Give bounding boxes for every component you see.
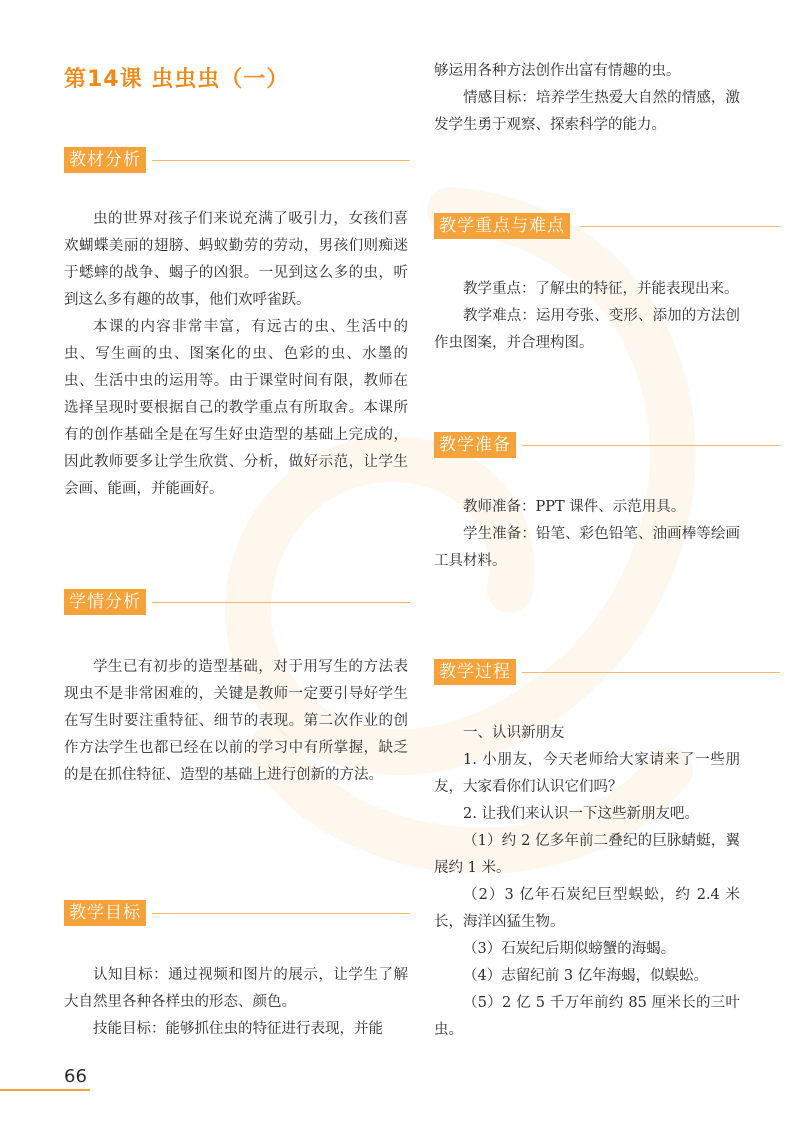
section-heading-students bbox=[64, 589, 410, 615]
paragraph: （3）石炭纪后期似螃蟹的海蝎。 bbox=[463, 941, 676, 957]
paragraph: 一、认识新朋友 bbox=[463, 725, 565, 741]
section-heading-prep bbox=[434, 432, 780, 458]
paragraph: 学生准备：铅笔、彩色铅笔、油画棒等绘画工具材料。 bbox=[434, 526, 740, 569]
goals-text bbox=[64, 962, 408, 1043]
section-heading-label: 教学重点与难点 bbox=[434, 213, 570, 239]
lesson-title: 第14课 虫虫虫（一） bbox=[64, 67, 290, 92]
heading-rule bbox=[152, 160, 410, 161]
paragraph: 1. 小朋友，今天老师给大家请来了一些朋友，大家看你们认识它们吗？ bbox=[434, 752, 740, 795]
paragraph: 学生已有初步的造型基础，对于用写生的方法表现虫不是非常困难的，关键是教师一定要引导好学生在写生时要注重特征、细节的表现。第二次作业的创作方法学生也都已经在以前的学习中有所掌握，缺乏的是在抓住特征、造型的基础上进行创新的方法。 bbox=[64, 659, 408, 783]
paragraph: 够运用各种方法创作出富有情趣的虫。 bbox=[434, 63, 681, 79]
students-text bbox=[64, 654, 408, 789]
paragraph: （1）约 2 亿多年前二叠纪的巨脉蜻蜓，翼展约 1 米。 bbox=[434, 833, 740, 876]
paragraph: （4）志留纪前 3 亿年海蝎，似蜈蚣。 bbox=[463, 968, 709, 984]
paragraph: 认知目标：通过视频和图片的展示，让学生了解大自然里各种各样虫的形态、颜色。 bbox=[64, 967, 408, 1010]
paragraph: 本课的内容非常丰富，有远古的虫、生活中的虫、写生画的虫、图案化的虫、色彩的虫、水墨的虫、生活中虫的运用等。由于课堂时间有限，教师在选择呈现时要根据自己的教学重点有所取舍。本课所有的创作基础全是在写生好虫造型的基础上完成的，因此教师要多让学生欣赏、分析，做好示范，让学生会画、能画，并能画好。 bbox=[64, 319, 408, 497]
heading-rule bbox=[580, 226, 780, 227]
heading-rule bbox=[522, 445, 780, 446]
paragraph: 教学重点：了解虫的特征，并能表现出来。 bbox=[463, 281, 739, 297]
paragraph: （5）2 亿 5 千万年前约 85 厘米长的三叶虫。 bbox=[434, 995, 740, 1038]
paragraph: 2. 让我们来认识一下这些新朋友吧。 bbox=[463, 806, 699, 822]
process-text bbox=[434, 720, 740, 1044]
paragraph: 情感目标：培养学生热爱大自然的情感，激发学生勇于观察、探索科学的能力。 bbox=[434, 90, 740, 133]
page-number-rule bbox=[0, 1089, 90, 1091]
section-heading-label: 学情分析 bbox=[64, 589, 146, 615]
page-number: 66 bbox=[64, 1066, 87, 1087]
section-heading-material bbox=[64, 147, 410, 173]
paragraph: 虫的世界对孩子们来说充满了吸引力，女孩们喜欢蝴蝶美丽的翅膀、蚂蚁勤劳的劳动，男孩们则痴迷于蟋蟀的战争、蝎子的凶狠。一见到这么多的虫，听到这么多有趣的故事，他们欢呼雀跃。 bbox=[64, 211, 408, 308]
section-heading-process bbox=[434, 659, 780, 685]
material-text bbox=[64, 206, 408, 503]
heading-rule bbox=[152, 602, 410, 603]
section-heading-goals bbox=[64, 900, 410, 926]
prep-text bbox=[434, 494, 740, 575]
heading-rule bbox=[152, 913, 410, 914]
paragraph: 技能目标：能够抓住虫的特征进行表现，并能 bbox=[93, 1021, 383, 1037]
heading-rule bbox=[522, 672, 780, 673]
paragraph: 教学难点：运用夸张、变形、添加的方法创作虫图案，并合理构图。 bbox=[434, 308, 740, 351]
goals-text-continued bbox=[434, 58, 740, 139]
section-heading-key-points bbox=[434, 213, 780, 239]
paragraph: （2）3 亿年石炭纪巨型蜈蚣，约 2.4 米长，海洋凶猛生物。 bbox=[434, 887, 740, 930]
section-heading-label: 教学过程 bbox=[434, 659, 516, 685]
paragraph: 教师准备：PPT 课件、示范用具。 bbox=[463, 499, 686, 515]
section-heading-label: 教学准备 bbox=[434, 432, 516, 458]
section-heading-label: 教学目标 bbox=[64, 900, 146, 926]
section-heading-label: 教材分析 bbox=[64, 147, 146, 173]
key-points-text bbox=[434, 276, 740, 357]
